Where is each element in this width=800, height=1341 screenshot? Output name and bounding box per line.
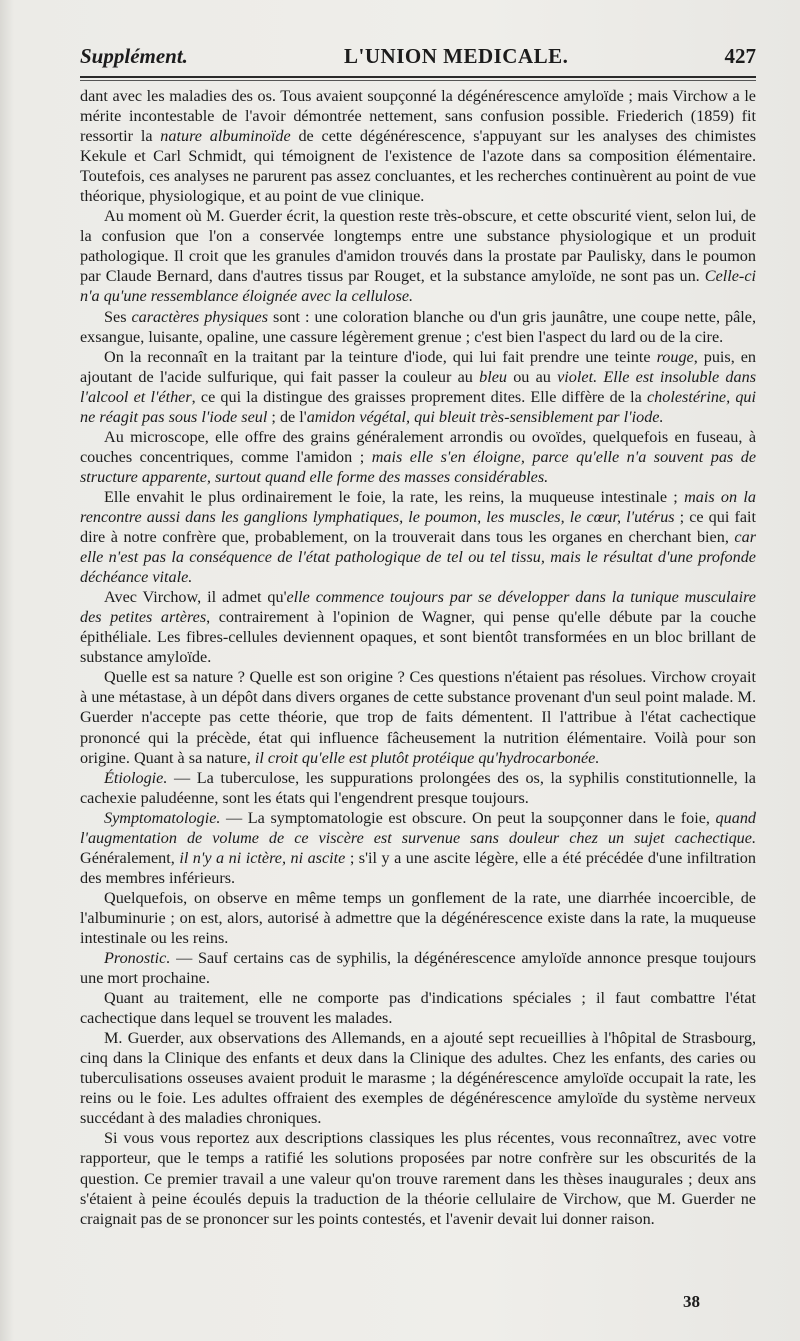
text-run: elle commence toujours par se développer dans la tunique musculaire des petites artères xyxy=(80,588,756,627)
text-run: On la reconnaît en la traitant par la teinture d'iode, qui lui fait prendre une teinte xyxy=(104,347,657,366)
text-run: Symptomatologie. xyxy=(104,808,221,827)
paragraph xyxy=(80,1028,756,1128)
text-run: Au microscope, elle offre des grains généralement arrondis ou ovoïdes, quelquefois en fuseau, à couches concentriques, comme l'amidon ; xyxy=(80,427,756,466)
text-run: Étiologie. xyxy=(104,768,168,787)
header-page-number: 427 xyxy=(724,44,756,68)
paragraph xyxy=(80,307,756,347)
text-run: Quelquefois, on observe en même temps un gonflement de la rate, une diarrhée incoercible, de l'albuminurie ; on est, alors, autorisé à admettre que la dégénérescence existe dans la rate, la muqueuse intestinale ou les reins. xyxy=(80,888,756,947)
text-run: mais elle s'en éloigne, parce qu'elle n'a souvent pas de structure apparente, surtout quand elle forme des masses considérables. xyxy=(80,447,756,486)
text-run: mais on la rencontre aussi dans les ganglions lymphatiques, le poumon, les muscles, le cœur, l'utérus xyxy=(80,487,756,526)
text-run: il croit qu'elle est plutôt protéique qu'hydrocarbonée. xyxy=(254,748,600,767)
text-run: , puis, en ajoutant de l'acide sulfurique, qui fait passer la couleur au xyxy=(80,347,756,386)
text-run: Au moment où M. Guerder écrit, la question reste très-obscure, et cette obscurité vient, selon lui, de la confusion que l'on a conservée longtemps entre une substance physiologique et un produit pathologique. Il croit que les granules d'amidon trouvés dans la prostate par Paulisky, dans le poumon par Claude Bernard, dans d'autres tissus par Rouget, et la substance amyloïde, ne sont pas un. xyxy=(80,207,756,286)
text-run: ; s'il y a une ascite légère, elle a été précédée d'une infiltration des membres inférieurs. xyxy=(80,848,756,887)
paragraph xyxy=(80,427,756,487)
header-section-title: Supplément. xyxy=(80,44,188,68)
text-run: ; ce qui fait dire à notre confrère que, probablement, on la trouverait dans tous les organes en cherchant bien, xyxy=(80,507,756,547)
paragraph xyxy=(80,86,756,206)
paragraph xyxy=(80,206,756,306)
text-run: dant avec les maladies des os. Tous avaient soupçonné la dégénérescence amyloïde ; mais Virchow a le mérite incontestable de l'avoir démontrée nettement, sans confusion possible. Friederich (1859) fit ressortir la xyxy=(80,87,756,146)
text-run: sont : une coloration blanche ou d'un gris jaunâtre, une coupe nette, pâle, exsangue, luisante, opaline, une cassure légèrement grenue ; c'est bien l'aspect du lard ou de la cire. xyxy=(80,307,756,346)
text-run: il n'y a ni ictère, ni ascite xyxy=(179,848,346,867)
text-run: — La symptomatologie est obscure. On peut la soupçonner dans le foie, xyxy=(220,808,716,827)
header-journal-title: L'UNION MEDICALE. xyxy=(344,44,569,68)
text-run: bleu xyxy=(479,367,507,386)
text-run: M. Guerder, aux observations des Allemands, en a ajouté sept recueillies à l'hôpital de Strasbourg, cinq dans la Clinique des enfants et deux dans la Clinique des adultes. Chez les enfants, des caries ou tuberculisations osseuses avaient produit le marasme ; la dégénérescence amyloïde occupait la rate, les reins ou le foie. Les adultes offraient des exemples de dégénérescence amyloïde du système nerveux succédant à des maladies chroniques. xyxy=(80,1029,756,1128)
text-run: nature albuminoïde xyxy=(160,127,291,146)
text-run: Celle-ci n'a qu'une ressemblance éloignée avec la cellulose. xyxy=(80,267,756,306)
paragraph xyxy=(80,667,756,767)
article-body xyxy=(80,86,756,1298)
running-header xyxy=(80,44,756,74)
folio-signature: 38 xyxy=(683,1292,700,1311)
paragraph xyxy=(80,347,756,427)
text-run: — Sauf certains cas de syphilis, la dégénérescence amyloïde annonce presque toujours une mort prochaine. xyxy=(80,949,756,988)
header-rule-thin xyxy=(80,80,756,81)
text-run: , contrairement à l'opinion de Wagner, qui pense qu'elle débute par la couche épithéliale. Les fibres-cellules deviennent opaques, et sont bientôt transformées en un bloc brillant de substance amyloïde. xyxy=(80,608,756,667)
text-run: violet. Elle est insoluble dans l'alcool et l'éther xyxy=(80,367,756,406)
text-run: Ses xyxy=(104,307,132,326)
header-rule xyxy=(80,76,756,78)
text-run: rouge xyxy=(656,347,694,366)
text-run: car elle n'est pas la conséquence de l'état pathologique de tel ou tel tissu, mais le résultat d'une profonde déchéance vitale. xyxy=(80,528,756,587)
text-run: Généralement, xyxy=(80,848,180,867)
text-run: Quelle est sa nature ? Quelle est son origine ? Ces questions n'étaient pas résolues. Virchow croyait à une métastase, à un dépôt dans divers organes de cette substance provenant d'un seul point malade. M. Guerder n'accepte pas cette théorie, que trop de faits démentent. Il l'attribue à l'état cachectique prononcé qui la précède, état qui influence fâcheusement la nutrition élémentaire. Voilà pour son origine. Quant à sa nature, xyxy=(80,668,756,767)
text-run: Quant au traitement, elle ne comporte pas d'indications spéciales ; il faut combattre l'état cachectique dans lequel se trouvent les malades. xyxy=(80,989,756,1028)
text-run: de cette dégénérescence, s'appuyant sur les analyses des chimistes Kekule et Carl Schmidt, qui témoignent de l'existence de l'azote dans sa composition élémentaire. Toutefois, ces analyses ne parurent pas assez concluantes, et les recherches continuèrent au point de vue théorique, physiologique, et au point de vue clinique. xyxy=(80,127,756,206)
text-run: Pronostic. xyxy=(104,949,171,968)
paragraph xyxy=(80,888,756,948)
text-run: ; de l' xyxy=(267,407,307,426)
text-run: cholestérine, qui ne réagit pas sous l'iode seul xyxy=(80,387,756,426)
text-run: quand l'augmentation de volume de ce viscère est survenue sans douleur chez un sujet cachectique. xyxy=(80,808,756,847)
paragraph xyxy=(80,1128,756,1228)
paragraph xyxy=(80,948,756,988)
text-run: , ce qui la distingue des graisses proprement dites. Elle diffère de la xyxy=(191,387,647,406)
paragraph xyxy=(80,808,756,888)
text-run: Si vous vous reportez aux descriptions classiques les plus récentes, vous reconnaîtrez, avec votre rapporteur, que le temps a ratifié les solutions proposées par notre confrère sur les obscurités de la question. Ce premier travail a une valeur qu'on trouve rarement dans les thèses inaugurales ; deux ans s'étaient à peine écoulés depuis la traduction de la théorie cellulaire de Virchow, que M. Guerder ne craignait pas de se prononcer sur les points contestés, et l'avenir devait lui donner raison. xyxy=(80,1129,756,1228)
paragraph xyxy=(80,988,756,1028)
text-run: Avec Virchow, il admet qu' xyxy=(104,588,287,607)
text-run: caractères physiques xyxy=(131,307,269,326)
paragraph xyxy=(80,768,756,808)
paragraph xyxy=(80,587,756,667)
text-run: — La tuberculose, les suppurations prolongées des os, la syphilis constitutionnelle, la cachexie paludéenne, sont les états qui l'engendrent presque toujours. xyxy=(80,768,756,807)
text-run: Elle envahit le plus ordinairement le foie, la rate, les reins, la muqueuse intestinale ; xyxy=(104,487,685,506)
paragraph xyxy=(80,487,756,587)
text-run: ou au xyxy=(506,367,558,386)
text-run: amidon végétal, qui bleuit très-sensiblement par l'iode. xyxy=(306,407,664,426)
